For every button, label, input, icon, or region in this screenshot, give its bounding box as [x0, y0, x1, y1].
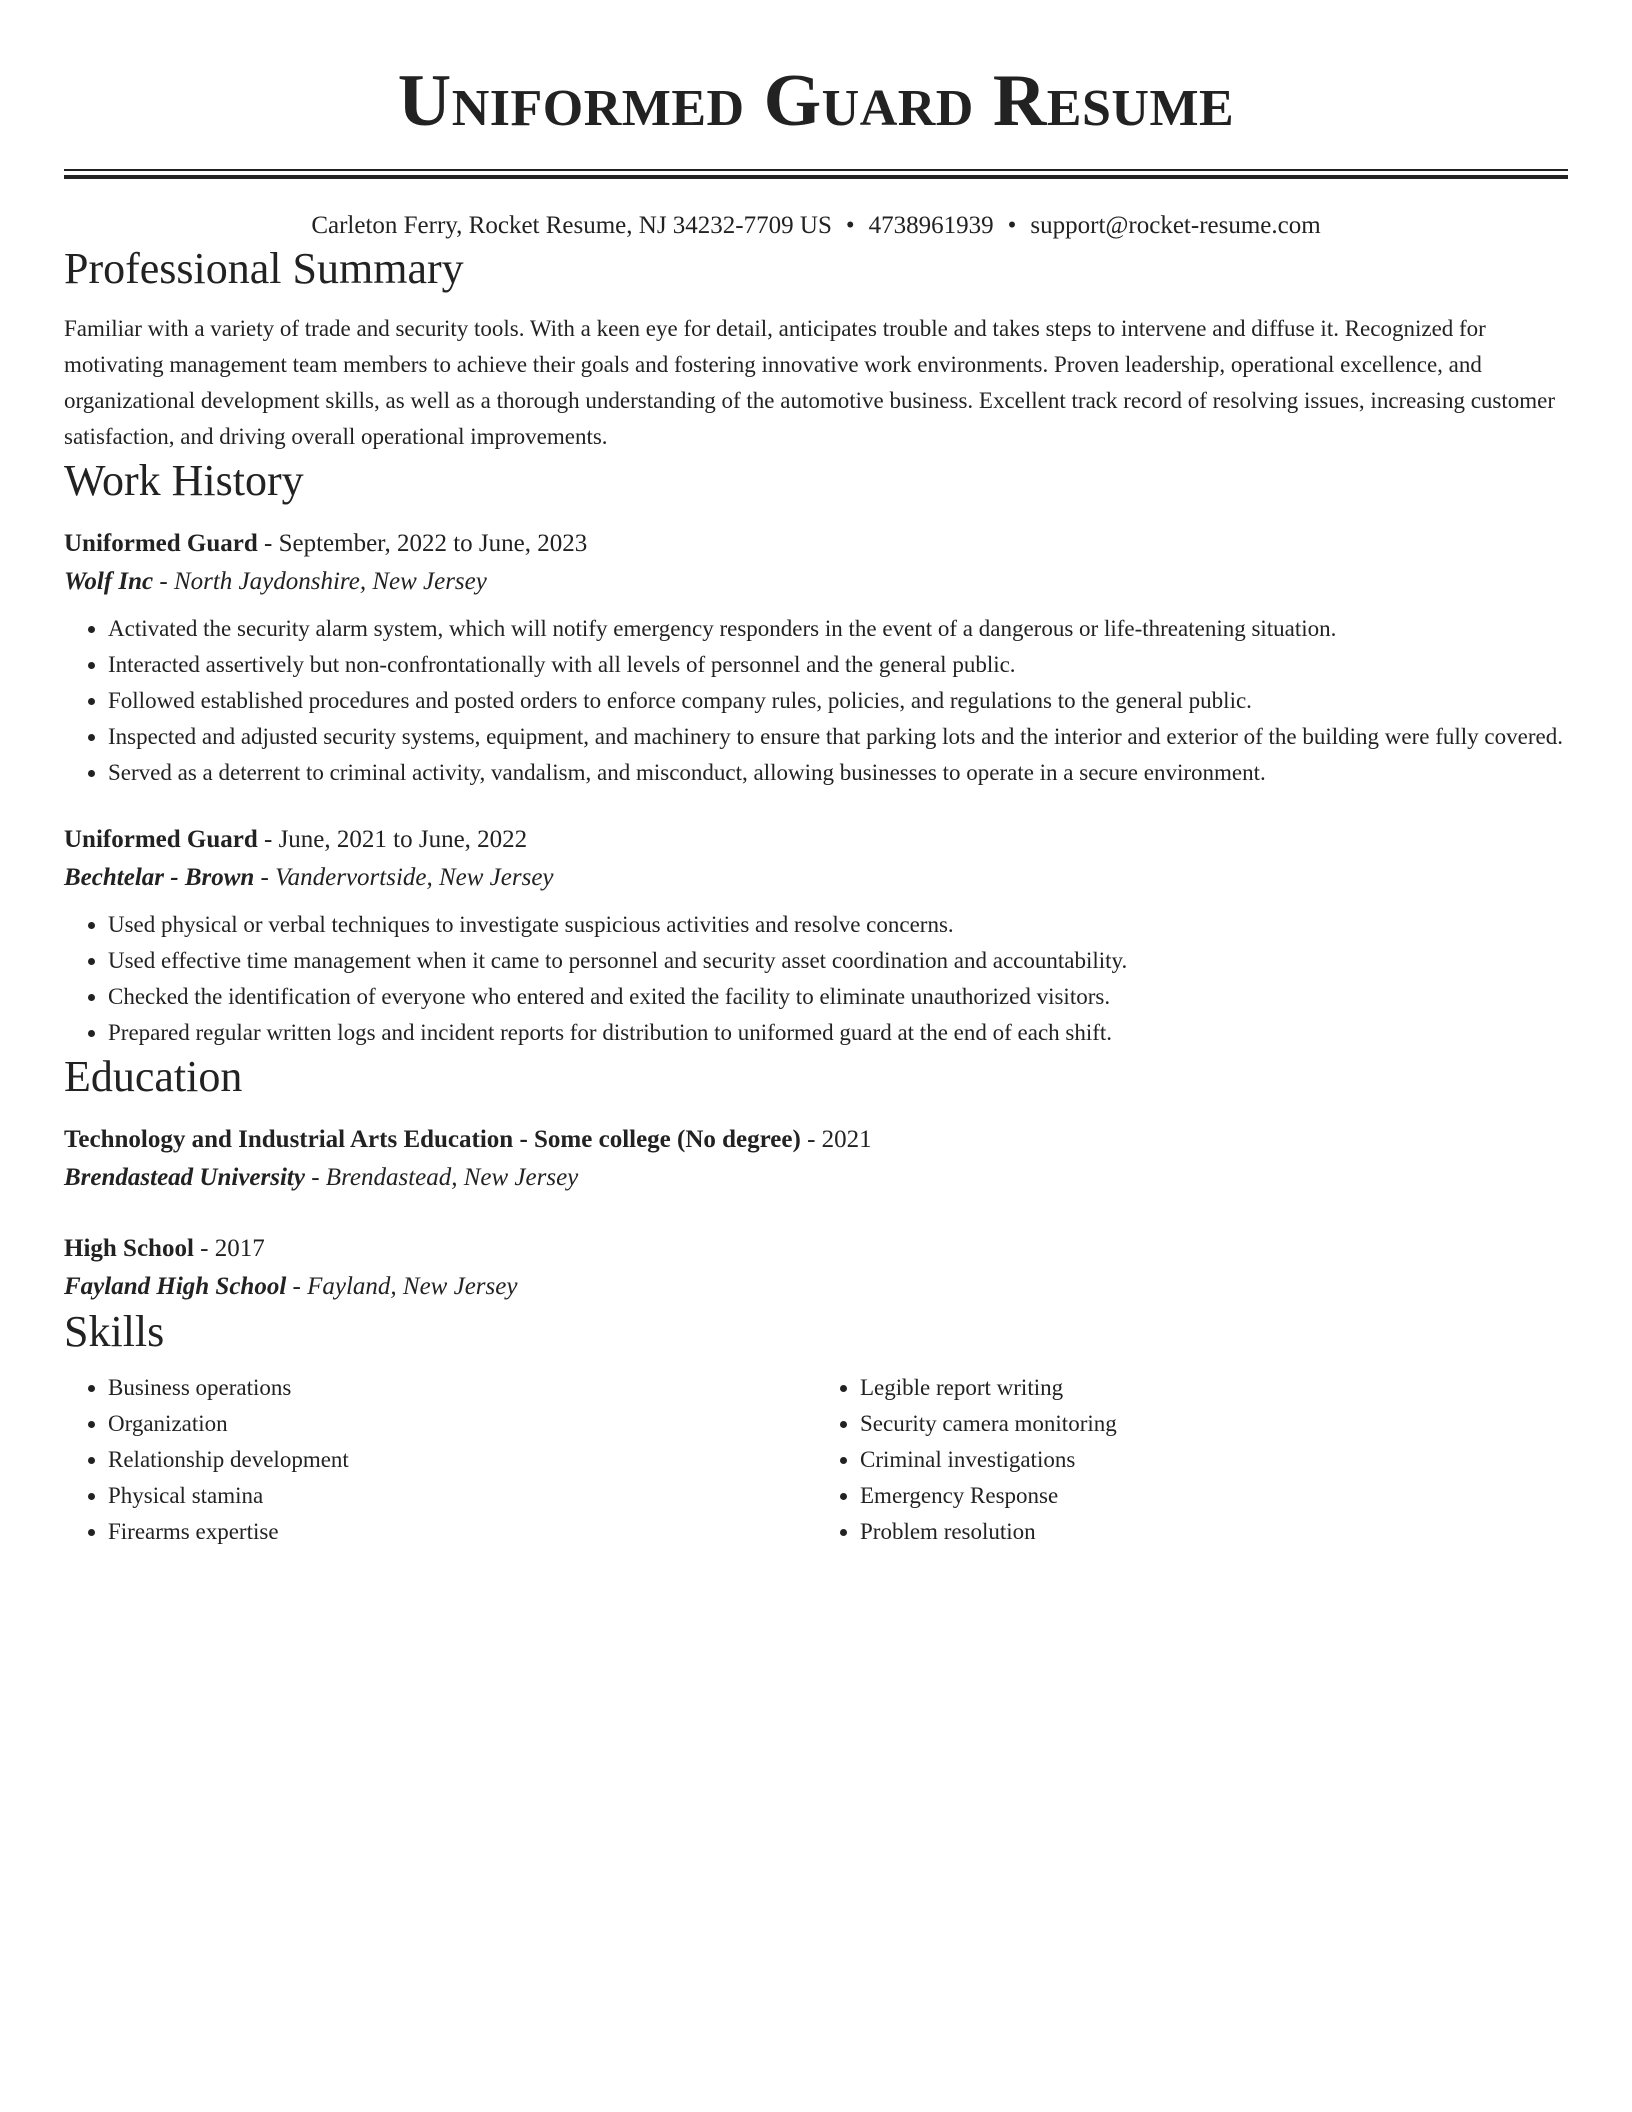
- job-bullet-list: [64, 907, 1568, 1051]
- resume-title: Uniformed Guard Resume: [397, 60, 1235, 142]
- title-divider: [64, 169, 1568, 179]
- education-entry: [64, 1230, 1568, 1306]
- job-bullet: • Activated the security alarm system, which will notify emergency responders in the event of a dangerous or life-threatening situation.: [108, 611, 1568, 647]
- job-bullet: • Served as a deterrent to criminal activity, vandalism, and misconduct, allowing businesses to operate in a secure environment.: [108, 755, 1568, 791]
- work-history-heading: Work History: [64, 456, 304, 505]
- job-bullet: • Prepared regular written logs and incident reports for distribution to uniformed guard at the end of each shift.: [108, 1015, 1568, 1051]
- education-year: - 2021: [800, 1126, 872, 1153]
- job-bullet: • Checked the identification of everyone who entered and exited the facility to eliminate unauthorized visitors.: [108, 979, 1568, 1015]
- skill-item: • Organization: [108, 1406, 816, 1442]
- job-bullet: • Used effective time management when it came to personnel and security asset coordination and accountability.: [108, 943, 1568, 979]
- skill-item: • Firearms expertise: [108, 1514, 816, 1550]
- skill-item: • Business operations: [108, 1370, 816, 1406]
- job-location: - Vandervortside, New Jersey: [254, 864, 554, 891]
- education-school-line: [64, 1159, 1568, 1197]
- education-location: - Fayland, New Jersey: [286, 1273, 518, 1300]
- contact-phone: 4738961939: [868, 212, 994, 239]
- job-bullet-list: [64, 611, 1568, 791]
- skill-item: • Physical stamina: [108, 1478, 816, 1514]
- job-dates: - June, 2021 to June, 2022: [257, 826, 528, 853]
- job-dates: - September, 2022 to June, 2023: [257, 530, 588, 557]
- job-title-line: [64, 525, 1568, 563]
- job-entry: [64, 821, 1568, 1051]
- skill-item: • Relationship development: [108, 1442, 816, 1478]
- skill-item: • Emergency Response: [860, 1478, 1568, 1514]
- skill-item: • Criminal investigations: [860, 1442, 1568, 1478]
- resume-page: [64, 0, 1568, 1550]
- education-school: Fayland High School: [64, 1273, 287, 1300]
- job-company: Bechtelar - Brown: [64, 864, 255, 891]
- job-bullet: • Inspected and adjusted security systems, equipment, and machinery to ensure that parking lots and the interior and exterior of the building were fully covered.: [108, 719, 1568, 755]
- skills-list-right: [816, 1370, 1568, 1550]
- education-year: - 2017: [193, 1235, 265, 1262]
- job-entry: [64, 525, 1568, 791]
- education-location: - Brendastead, New Jersey: [304, 1164, 579, 1191]
- skills-list-left: [64, 1370, 816, 1550]
- job-title-line: [64, 821, 1568, 859]
- job-title: Uniformed Guard: [64, 826, 258, 853]
- job-bullet: • Used physical or verbal techniques to investigate suspicious activities and resolve concerns.: [108, 907, 1568, 943]
- skill-item: • Security camera monitoring: [860, 1406, 1568, 1442]
- education-heading: Education: [64, 1052, 243, 1101]
- education-school-line: [64, 1268, 1568, 1306]
- job-bullet: • Interacted assertively but non-confrontationally with all levels of personnel and the general public.: [108, 647, 1568, 683]
- job-location: - North Jaydonshire, New Jersey: [153, 568, 487, 595]
- skills-grid: [64, 1370, 1568, 1550]
- summary-text: Familiar with a variety of trade and security tools. With a keen eye for detail, anticipates trouble and takes steps to intervene and diffuse it. Recognized for motivating management team members to achieve their goals and fostering innovative work environments. Proven leadership, operational excellence, and organizational development skills, as well as a thorough understanding of the automotive business. Excellent track record of resolving issues, increasing customer satisfaction, and driving overall operational improvements.: [64, 316, 1556, 449]
- job-company: Wolf Inc: [64, 568, 154, 595]
- job-company-line: [64, 563, 1568, 601]
- skill-item: • Problem resolution: [860, 1514, 1568, 1550]
- education-entry: [64, 1121, 1568, 1197]
- education-degree: Technology and Industrial Arts Education - Some college (No degree): [64, 1126, 801, 1153]
- job-company-line: [64, 859, 1568, 897]
- contact-line: [64, 209, 1568, 243]
- skill-item: • Legible report writing: [860, 1370, 1568, 1406]
- summary-heading: Professional Summary: [64, 244, 464, 293]
- job-title: Uniformed Guard: [64, 530, 258, 557]
- education-degree: High School: [64, 1235, 194, 1262]
- job-bullet: • Followed established procedures and posted orders to enforce company rules, policies, and regulations to the general public.: [108, 683, 1568, 719]
- education-degree-line: [64, 1121, 1568, 1159]
- contact-separator: •: [845, 212, 855, 239]
- skills-heading: Skills: [64, 1307, 165, 1356]
- education-degree-line: [64, 1230, 1568, 1268]
- contact-address: Carleton Ferry, Rocket Resume, NJ 34232-7709 US: [311, 212, 832, 239]
- education-school: Brendastead University: [64, 1164, 305, 1191]
- contact-separator: •: [1007, 212, 1017, 239]
- contact-email: support@rocket-resume.com: [1030, 212, 1321, 239]
